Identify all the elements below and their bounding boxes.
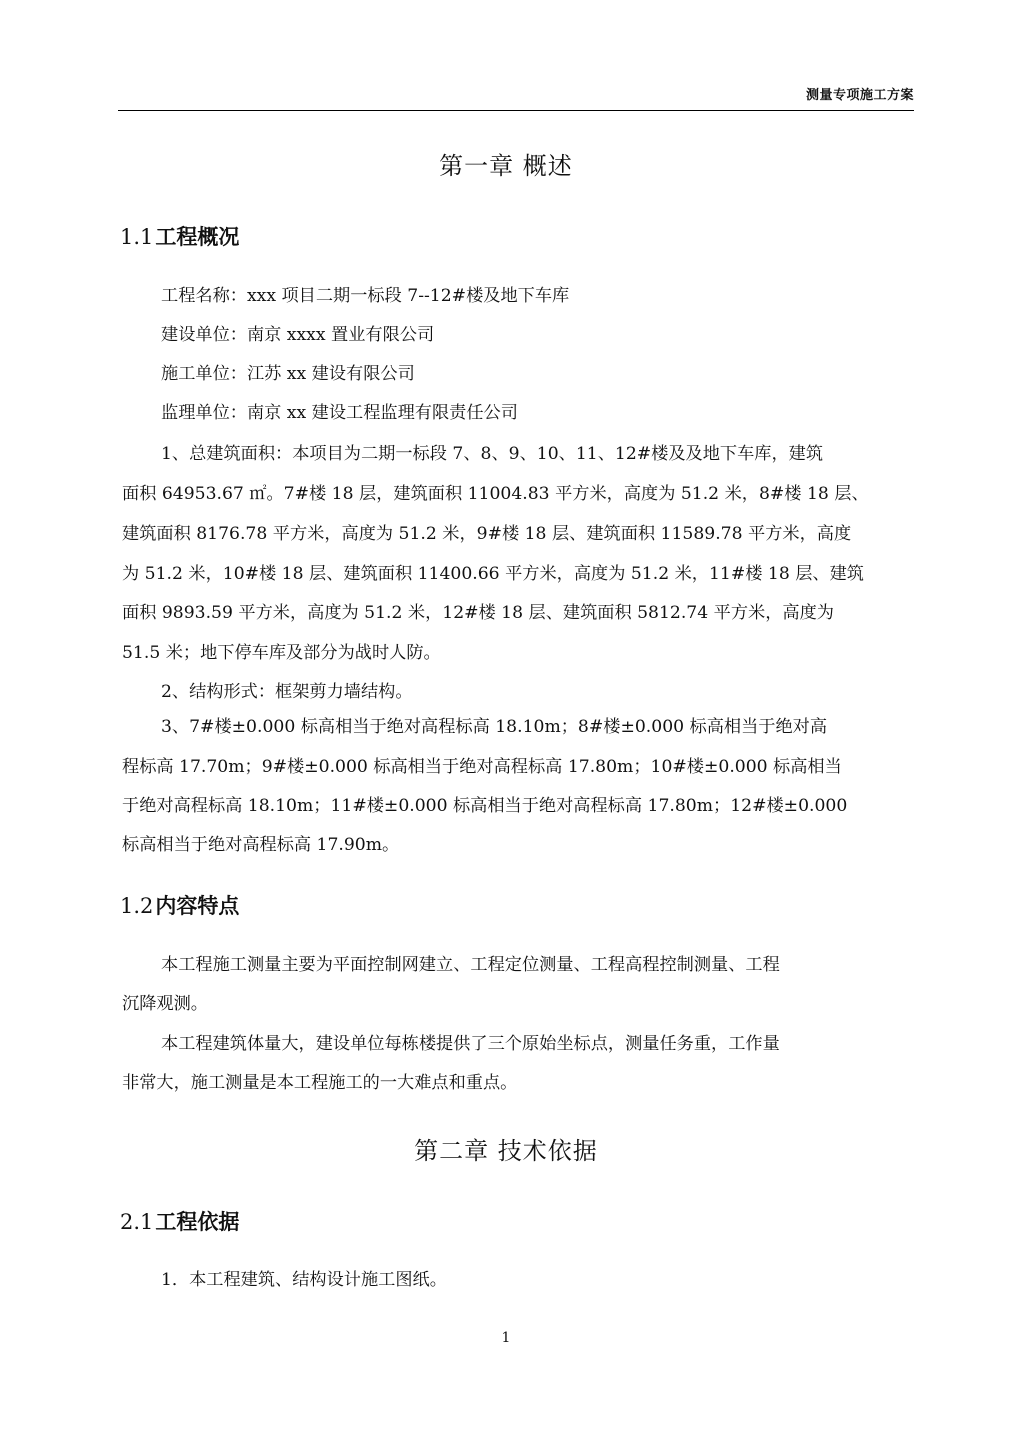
chapter-2-title: 第二章 技术依据 xyxy=(414,1137,598,1165)
running-header: 测量专项施工方案 xyxy=(805,88,914,103)
project-name-field: 工程名称：xxx 项目二期一标段 7--12#楼及地下车库 xyxy=(161,286,570,306)
header-rule xyxy=(118,110,914,111)
paragraph-line: 本工程建筑体量大，建设单位每栋楼提供了三个原始坐标点，测量任务重，工作量 xyxy=(161,1034,780,1054)
list-item: 1．本工程建筑、结构设计施工图纸。 xyxy=(161,1270,447,1290)
chapter-1-title: 第一章 概述 xyxy=(439,152,573,180)
page-number: 1 xyxy=(501,1330,511,1346)
paragraph-line: 于绝对高程标高 18.10m；11#楼±0.000 标高相当于绝对高程标高 17.80m；12#楼±0.000 xyxy=(122,796,848,816)
paragraph-line: 3、7#楼±0.000 标高相当于绝对高程标高 18.10m；8#楼±0.000 标高相当于绝对高 xyxy=(161,717,828,737)
section-number: 1.1 xyxy=(120,225,154,249)
section-2-1-heading xyxy=(120,1206,239,1236)
section-1-2-heading xyxy=(120,890,239,920)
section-title: 工程概况 xyxy=(155,224,240,249)
paragraph-line: 为 51.2 米，10#楼 18 层、建筑面积 11400.66 平方米，高度为 51.2 米，11#楼 18 层、建筑 xyxy=(122,564,864,584)
paragraph-line: 程标高 17.70m；9#楼±0.000 标高相当于绝对高程标高 17.80m；10#楼±0.000 标高相当 xyxy=(122,757,842,777)
section-number: 1.2 xyxy=(120,894,154,918)
contractor-field: 施工单位：江苏 xx 建设有限公司 xyxy=(161,364,415,384)
section-title: 工程依据 xyxy=(155,1209,240,1234)
paragraph-line: 本工程施工测量主要为平面控制网建立、工程定位测量、工程高程控制测量、工程 xyxy=(161,955,780,975)
paragraph-line: 建筑面积 8176.78 平方米，高度为 51.2 米，9#楼 18 层、建筑面积 11589.78 平方米，高度 xyxy=(122,524,852,544)
section-title: 内容特点 xyxy=(155,893,240,918)
paragraph-line: 51.5 米；地下停车库及部分为战时人防。 xyxy=(122,643,441,663)
paragraph-line: 面积 64953.67 ㎡。7#楼 18 层，建筑面积 11004.83 平方米，高度为 51.2 米，8#楼 18 层、 xyxy=(122,484,869,504)
structure-type-line: 2、结构形式：框架剪力墙结构。 xyxy=(161,682,413,702)
paragraph-line: 标高相当于绝对高程标高 17.90m。 xyxy=(122,835,400,855)
developer-field: 建设单位：南京 xxxx 置业有限公司 xyxy=(161,325,435,345)
paragraph-line: 非常大，施工测量是本工程施工的一大难点和重点。 xyxy=(122,1073,518,1093)
paragraph-line: 1、总建筑面积：本项目为二期一标段 7、8、9、10、11、12#楼及及地下车库，建筑 xyxy=(161,444,824,464)
section-1-1-heading xyxy=(120,221,239,251)
paragraph-line: 面积 9893.59 平方米，高度为 51.2 米，12#楼 18 层、建筑面积 5812.74 平方米，高度为 xyxy=(122,603,834,623)
supervisor-field: 监理单位：南京 xx 建设工程监理有限责任公司 xyxy=(161,403,518,423)
section-number: 2.1 xyxy=(120,1210,154,1234)
paragraph-line: 沉降观测。 xyxy=(122,994,208,1014)
